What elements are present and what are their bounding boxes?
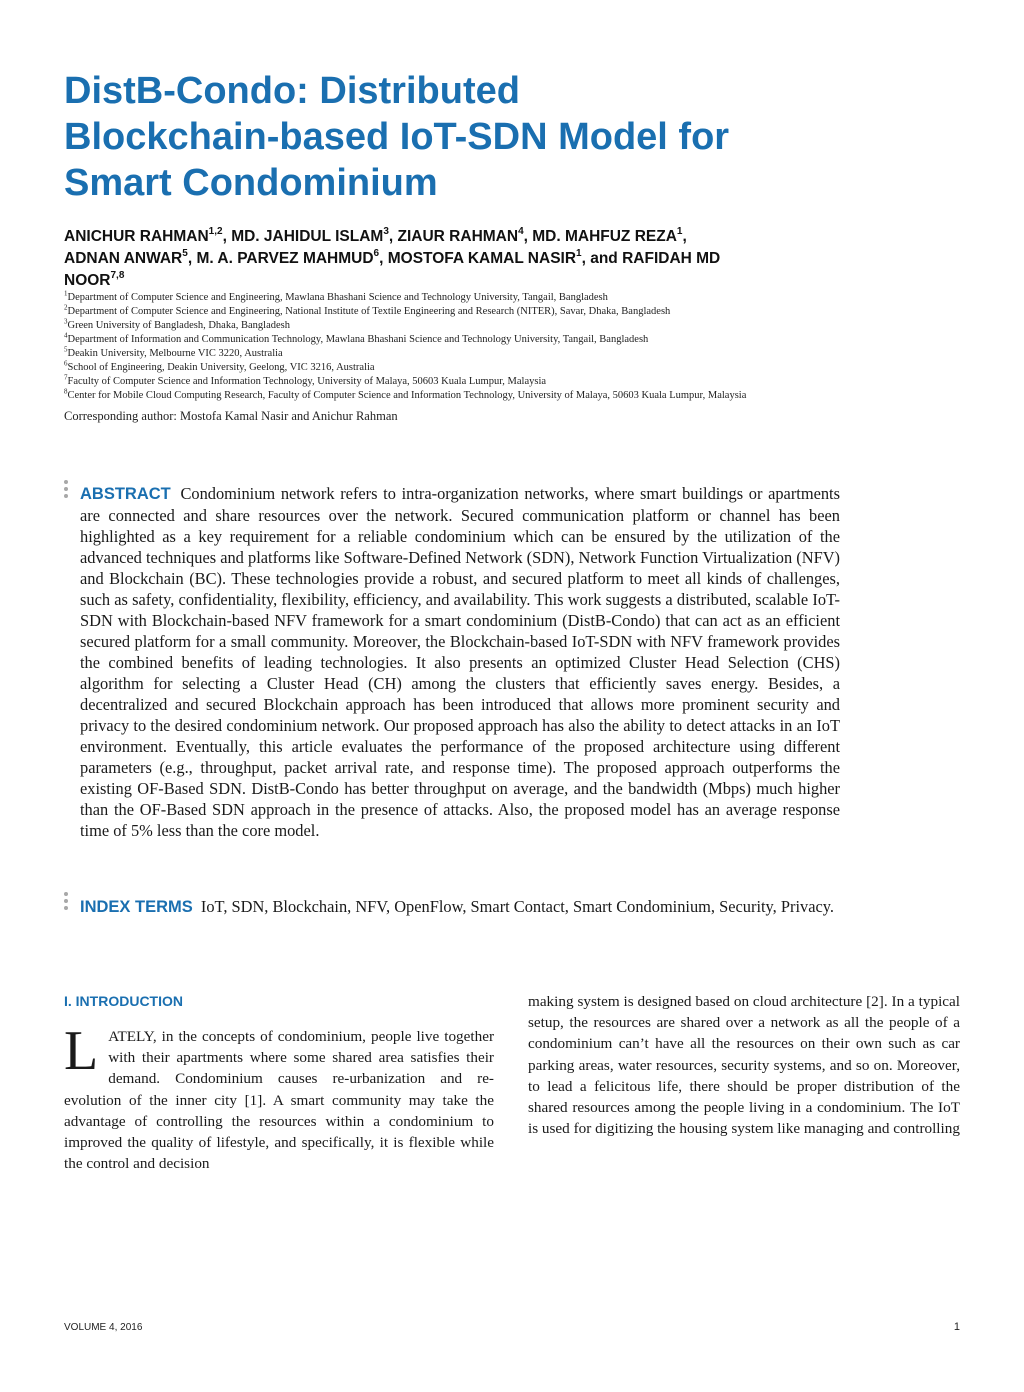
author-line [64, 248, 964, 270]
abstract-marker-dots [64, 480, 70, 501]
author-sep: , [523, 228, 533, 245]
author-sep: , [379, 250, 388, 267]
author-affil-sup: 7,8 [110, 269, 125, 281]
affiliation-item [64, 361, 984, 375]
intro-right-text: making system is designed based on cloud architecture [2]. In a typical setup, the resources are shared over a network as all the people of a condominium can’t have all the resources on their own such as car parking areas, water resources, security systems, and so on. Moreover, to lead a felicitous life, there should be proper distribution of the shared resources among the people living in a condominium. The IoT is used for digitizing the housing system like managing and controlling [528, 993, 960, 1138]
author-name: M. A. PARVEZ MAHMUD [196, 250, 374, 267]
author-name: ADNAN ANWAR [64, 250, 183, 267]
author-sep: , [187, 250, 197, 267]
affiliation-item [64, 291, 984, 305]
author-sep: , [222, 228, 232, 245]
paper-title [64, 68, 884, 206]
affiliation-list [64, 291, 984, 403]
author-affil-sup: 6 [373, 247, 380, 259]
author-affil-sup: 1 [576, 247, 582, 259]
affiliation-item [64, 319, 984, 333]
footer-volume: VOLUME 4, 2016 [64, 1322, 143, 1333]
section-heading-introduction: I. INTRODUCTION [64, 993, 183, 1009]
corresponding-author: Corresponding author: Mostofa Kamal Nasir and Anichur Rahman [64, 409, 398, 423]
affiliation-num: 4 [64, 331, 68, 340]
author-name: ANICHUR RAHMAN [64, 228, 209, 245]
author-name: ZIAUR RAHMAN [397, 228, 519, 245]
intro-first-word: ATELY, [108, 1028, 157, 1045]
affiliation-item [64, 333, 984, 347]
footer-page-number: 1 [953, 1321, 960, 1333]
affiliation-text: Department of Computer Science and Engineering, National Institute of Textile Engineering and Research (NITER), Savar, Dhaka, Bangladesh [67, 306, 671, 317]
affiliation-text: School of Engineering, Deakin University, Geelong, VIC 3216, Australia [67, 362, 375, 373]
author-affil-sup: 1 [676, 225, 683, 237]
author-name: MD. JAHIDUL ISLAM [231, 228, 384, 245]
drop-cap: L [64, 1020, 99, 1082]
affiliation-text: Department of Information and Communication Technology, Mawlana Bhashani Science and Technology University, Tangail, Bangladesh [67, 334, 649, 345]
author-affil-sup: 1,2 [208, 225, 223, 237]
author-name: MOSTOFA KAMAL NASIR [387, 250, 577, 267]
title-line: Smart Condominium [64, 162, 438, 204]
author-name: NOOR [64, 272, 111, 289]
intro-right-column [528, 991, 960, 1139]
author-sep: , [388, 228, 398, 245]
affiliation-item [64, 305, 984, 319]
affiliation-num: 1 [64, 289, 68, 298]
index-terms-text: IoT, SDN, Blockchain, NFV, OpenFlow, Smart Contact, Smart Condominium, Security, Privacy. [200, 897, 834, 916]
index-terms-marker-dots [64, 892, 70, 913]
affiliation-text: Deakin University, Melbourne VIC 3220, Australia [67, 348, 283, 359]
author-list [64, 226, 964, 292]
title-line: DistB-Condo: Distributed [64, 70, 520, 112]
index-terms-block [80, 896, 840, 918]
affiliation-text: Center for Mobile Cloud Computing Research, Faculty of Computer Science and Information Technology, University of Malaya, 50603 Kuala Lumpur, Malaysia [67, 390, 747, 401]
author-sep: , and [581, 250, 623, 267]
author-affil-sup: 4 [518, 225, 524, 237]
affiliation-item [64, 347, 984, 361]
author-line [64, 270, 964, 292]
abstract-block [80, 483, 840, 841]
affiliation-text: Department of Computer Science and Engineering, Mawlana Bhashani Science and Technology University, Tangail, Bangladesh [67, 292, 608, 303]
intro-left-text: in the concepts of condominium, people live together with their apartments where some shared area satisfies their demand. Condominium causes re-urbanization and re-evolution of the inner city [1]. A smart community may take the advantage of controlling the resources within a condominium to improved the quality of lifestyle, and specifically, it is flexible while the control and decision [64, 1028, 495, 1173]
abstract-label: ABSTRACT [80, 485, 171, 503]
intro-left-column [64, 1020, 495, 1174]
author-sep: , [682, 228, 687, 245]
author-line [64, 226, 964, 248]
affiliation-num: 5 [64, 345, 68, 354]
intro-paragraph [64, 1020, 495, 1174]
author-name: RAFIDAH MD [622, 250, 721, 267]
index-terms-label: INDEX TERMS [80, 898, 193, 916]
author-name: MD. MAHFUZ REZA [532, 228, 677, 245]
affiliation-item [64, 389, 984, 403]
affiliation-item [64, 375, 984, 389]
affiliation-num: 6 [64, 359, 68, 368]
affiliation-text: Green University of Bangladesh, Dhaka, Bangladesh [67, 320, 290, 331]
affiliation-text: Faculty of Computer Science and Information Technology, University of Malaya, 50603 Kuala Lumpur, Malaysia [67, 376, 547, 387]
affiliation-num: 8 [64, 387, 68, 396]
abstract-text: Condominium network refers to intra-organization networks, where smart buildings or apartments are connected and share resources over the network. Secured communication platform or channel has been highlighted as a key requirement for a reliable condominium which can be ensured by the utilization of the advanced techniques and platforms like Software-Defined Network (SDN), Network Function Virtualization (NFV) and Blockchain (BC). These technologies provide a robust, and secured platform to meet all kinds of challenges, such as safety, confidentiality, flexibility, efficiency, and availability. This work suggests a distributed, scalable IoT-SDN with Blockchain-based NFV framework for a smart condominium (DistB-Condo) that can act as an efficient secured platform for a small community. Moreover, the Blockchain-based IoT-SDN with NFV framework provides the combined benefits of leading technologies. It also presents an optimized Cluster Head Selection (CHS) algorithm for selecting a Cluster Head (CH) among the clusters that efficiently saves energy. Besides, a decentralized and secured Blockchain approach has been introduced that allows more prominent security and privacy to the desired condominium network. Our proposed approach has also the ability to detect attacks in an IoT environment. Eventually, this article evaluates the performance of the proposed architecture using different parameters (e.g., throughput, packet arrival rate, and response time). The proposed approach outperforms the existing OF-Based SDN. DistB-Condo has better throughput on average, and the bandwidth (Mbps) much higher than the OF-Based SDN approach in the presence of attacks. Also, the proposed model has an average response time of 5% less than the core model. [80, 484, 840, 840]
author-affil-sup: 5 [182, 247, 188, 259]
affiliation-num: 7 [64, 373, 68, 382]
title-line: Blockchain-based IoT-SDN Model for [64, 116, 730, 158]
affiliation-num: 2 [64, 303, 68, 312]
affiliation-num: 3 [64, 317, 68, 326]
author-affil-sup: 3 [383, 225, 389, 237]
